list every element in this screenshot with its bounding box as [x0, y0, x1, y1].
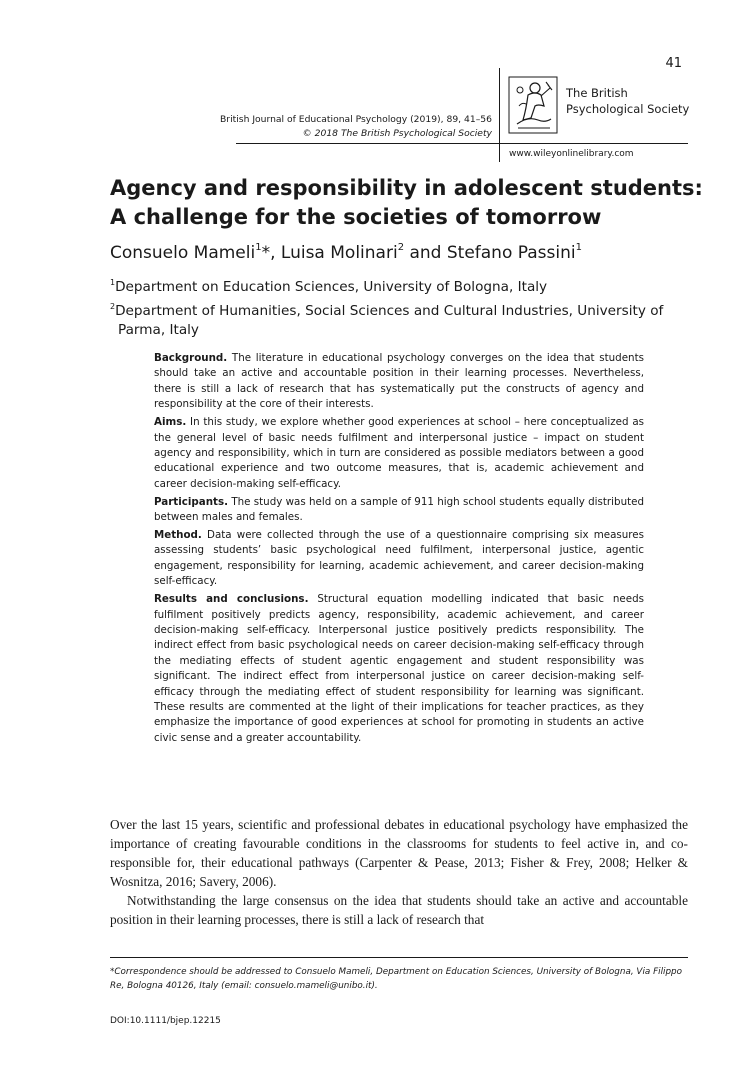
doi[interactable]: DOI:10.1111/bjep.12215 — [110, 1016, 221, 1026]
header-divider-left — [236, 143, 499, 144]
abstract-section-label: Results and conclusions. — [154, 593, 309, 606]
abstract — [154, 351, 644, 749]
author-name: Consuelo Mameli — [110, 243, 256, 263]
footnote-divider — [110, 957, 688, 958]
journal-citation-line: British Journal of Educational Psychology (2019), 89, 41–56 — [220, 114, 492, 125]
author-name: Stefano Passini — [446, 243, 576, 263]
header-divider-vertical — [499, 68, 500, 162]
author-separator: and — [404, 243, 447, 263]
author-list — [110, 242, 582, 263]
journal-citation — [220, 113, 492, 141]
title-line-1: Agency and responsibility in adolescent students: — [110, 176, 703, 200]
abstract-section-label: Participants. — [154, 495, 228, 508]
abstract-section — [154, 495, 644, 526]
society-name-line1: The British — [566, 86, 628, 100]
affiliation-text: Department of Humanities, Social Sciences and Cultural Industries, University of — [115, 303, 664, 319]
abstract-section-label: Method. — [154, 528, 202, 541]
author-separator: , — [270, 243, 281, 263]
abstract-section — [154, 528, 644, 590]
author-affiliation-marker: 1 — [575, 242, 582, 253]
abstract-section — [154, 592, 644, 746]
page-number: 41 — [665, 56, 682, 71]
affiliation-item — [110, 273, 710, 297]
affiliation-marker: 1 — [110, 278, 116, 287]
author-affiliation-marker: 1 — [255, 242, 262, 253]
article-title — [110, 174, 710, 232]
correspondence-footnote: *Correspondence should be addressed to Consuelo Mameli, Department on Education Sciences, University of Bologna, Via Filippo Re, Bologna 40126, Italy (email: consuelo.mameli@unibo.it). — [110, 967, 683, 991]
copyright-line: © 2018 The British Psychological Society — [302, 128, 492, 139]
abstract-section-text: In this study, we explore whether good experiences at school – here conceptualized as the general level of basic needs fulfilment and interpersonal justice – impact on student agency and responsibility, which in turn are considered as possible mediators between a good educational experience and two outcome measures, that is, academic achievement and career decision-making self-efficacy. — [154, 416, 644, 490]
author-name: Luisa Molinari — [280, 243, 398, 263]
title-line-2: A challenge for the societies of tomorrow — [110, 205, 602, 229]
abstract-section-text: Data were collected through the use of a questionnaire comprising six measures assessing students’ basic psychological need fulfilment, interpersonal justice, agentic engagement, responsibility for learning, academic achievement, and career decision-making self-efficacy. — [154, 528, 644, 588]
body-paragraph: Over the last 15 years, scientific and professional debates in educational psychology have emphasized the importance of creating favourable conditions in the classrooms for students to feel active in, and co-responsible for, their educational pathways (Carpenter & Pease, 2013; Fisher & Frey, 2008; Helker & Wosnitza, 2016; Savery, 2006). — [110, 817, 688, 889]
society-emblem-icon — [508, 76, 558, 134]
abstract-section-text: The literature in educational psychology converges on the idea that students should take an active and accountable position in their learning processes. Nevertheless, there is still a lack of research that has systematically put the constructs of agency and responsibility at the core of their interests. — [154, 352, 644, 411]
affiliation-text: Parma, Italy — [118, 322, 199, 338]
society-name — [566, 85, 689, 117]
abstract-section — [154, 415, 644, 492]
body-paragraph: Notwithstanding the large consensus on the idea that students should take an active and accountable position in their learning processes, there is still a lack of research that — [110, 893, 688, 927]
abstract-section-text: The study was held on a sample of 911 high school students equally distributed between males and females. — [154, 495, 644, 524]
corresponding-author-marker: * — [261, 243, 271, 263]
society-name-line2: Psychological Society — [566, 102, 690, 116]
journal-url[interactable]: www.wileyonlinelibrary.com — [509, 149, 634, 159]
abstract-section — [154, 351, 644, 413]
author-affiliation-marker: 2 — [397, 242, 405, 253]
affiliation-text: Department on Education Sciences, University of Bologna, Italy — [115, 279, 548, 295]
body-text — [110, 815, 688, 929]
affiliation-marker: 2 — [110, 302, 116, 311]
header-divider-right — [499, 143, 688, 144]
affiliations — [110, 273, 710, 340]
abstract-section-label: Background. — [154, 352, 228, 364]
abstract-section-text: Structural equation modelling indicated that basic needs fulfilment positively predicts agency, responsibility, academic achievement, and career decision-making self-efficacy. Interpersonal justice positively predicts responsibility. The indirect effect from basic psychological needs on career decision-making self-efficacy through the mediating effects of student agentic engagement and student responsibility was significant. The indirect effect from interpersonal justice on career decision-making self-efficacy through the mediating effect of student responsibility for learning was significant. These results are commented at the light of their implications for teacher practices, as they emphasize the importance of good experiences at school for promoting in students an active civic sense and a greater accountability. — [154, 593, 644, 744]
affiliation-item — [110, 297, 710, 340]
abstract-section-label: Aims. — [154, 416, 187, 429]
